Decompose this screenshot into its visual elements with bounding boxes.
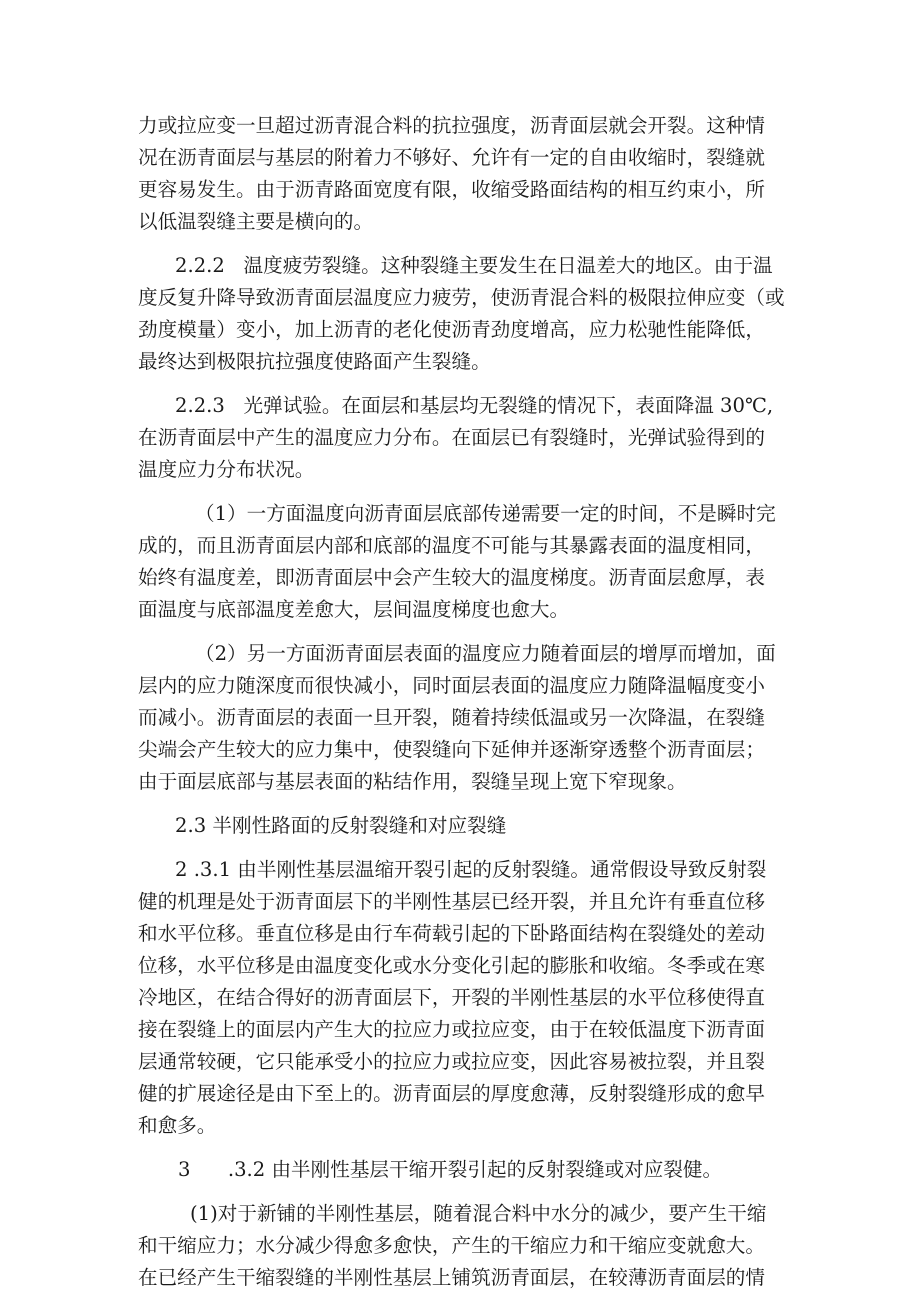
- text-line: 层内的应力随深度而很快减小，同时面层表面的温度应力随降温幅度变小: [138, 674, 765, 697]
- text-line: 劲度模量）变小，加上沥青的老化使沥青劲度增高，应力松驰性能降低，: [138, 318, 765, 341]
- text-line: 在沥青面层中产生的温度应力分布。在面层已有裂缝时，光弹试验得到的: [138, 426, 765, 449]
- text-line: 以低温裂缝主要是横向的。: [138, 210, 374, 233]
- text-line: 和水平位移。垂直位移是由行车荷载引起的下卧路面结构在裂缝处的差动: [138, 922, 765, 945]
- text-line: 在已经产生干缩裂缝的半刚性基层上铺筑沥青面层，在较薄沥青面层的情: [138, 1266, 765, 1289]
- text-line: （1）一方面温度向沥青面层底部传递需要一定的时间，不是瞬时完: [195, 502, 776, 525]
- text-line: 而减小。沥青面层的表面一旦开裂，随着持续低温或另一次降温，在裂缝: [138, 706, 765, 729]
- section-title: 2.3 半刚性路面的反射裂缝和对应裂缝: [175, 814, 507, 837]
- text-line: 更容易发生。由于沥青路面宽度有限，收缩受路面结构的相互约束小，所: [138, 178, 765, 201]
- text-line: 度反复升降导致沥青面层温度应力疲劳，使沥青混合料的极限拉伸应变（或: [138, 286, 785, 309]
- text-line: 接在裂缝上的面层内产生大的拉应力或拉应变，由于在较低温度下沥青面: [138, 1018, 765, 1041]
- text-line: 尖端会产生较大的应力集中，使裂缝向下延伸并逐渐穿透整个沥青面层；: [138, 738, 765, 761]
- text-line: 始终有温度差，即沥青面层中会产生较大的温度梯度。沥青面层愈厚，表: [138, 566, 765, 589]
- text-line: 最终达到极限抗拉强度使路面产生裂缝。: [138, 350, 491, 373]
- text-line: 2.2.2 温度疲劳裂缝。这种裂缝主要发生在日温差大的地区。由于温: [175, 254, 773, 277]
- text-line: 况在沥青面层与基层的附着力不够好、允许有一定的自由收缩时，裂缝就: [138, 146, 765, 169]
- text-line: 成的，而且沥青面层内部和底部的温度不可能与其暴露表面的温度相同，: [138, 534, 765, 557]
- text-line: 3 .3.2 由半刚性基层干缩开裂引起的反射裂缝或对应裂健。: [178, 1158, 723, 1181]
- text-line: （2）另一方面沥青面层表面的温度应力随着面层的增厚而增加，面: [195, 642, 776, 665]
- text-line: 2 .3.1 由半刚性基层温缩开裂引起的反射裂缝。通常假设导致反射裂: [175, 858, 767, 881]
- text-line: 2.2.3 光弹试验。在面层和基层均无裂缝的情况下，表面降温 30℃,: [175, 394, 774, 417]
- text-line: 健的机理是处于沥青面层下的半刚性基层已经开裂，并且允许有垂直位移: [138, 890, 765, 913]
- text-line: 温度应力分布状况。: [138, 458, 315, 481]
- text-line: 由于面层底部与基层表面的粘结作用，裂缝呈现上宽下窄现象。: [138, 770, 687, 793]
- text-line: 力或拉应变一旦超过沥青混合料的抗拉强度，沥青面层就会开裂。这种情: [138, 114, 765, 137]
- text-line: 位移，水平位移是由温度变化或水分变化引起的膨胀和收缩。冬季或在寒: [138, 954, 765, 977]
- text-line: 健的扩展途径是由下至上的。沥青面层的厚度愈薄，反射裂缝形成的愈早: [138, 1082, 765, 1105]
- text-line: (1)对于新铺的半刚性基层，随着混合料中水分的减少，要产生干缩: [190, 1202, 767, 1225]
- text-line: 层通常较硬，它只能承受小的拉应力或拉应变，因此容易被拉裂，并且裂: [138, 1050, 765, 1073]
- text-line: 冷地区，在结合得好的沥青面层下，开裂的半刚性基层的水平位移使得直: [138, 986, 765, 1009]
- text-line: 和干缩应力；水分减少得愈多愈快，产生的干缩应力和干缩应变就愈大。: [138, 1234, 765, 1257]
- text-line: 和愈多。: [138, 1114, 217, 1137]
- text-line: 面温度与底部温度差愈大，层间温度梯度也愈大。: [138, 598, 570, 621]
